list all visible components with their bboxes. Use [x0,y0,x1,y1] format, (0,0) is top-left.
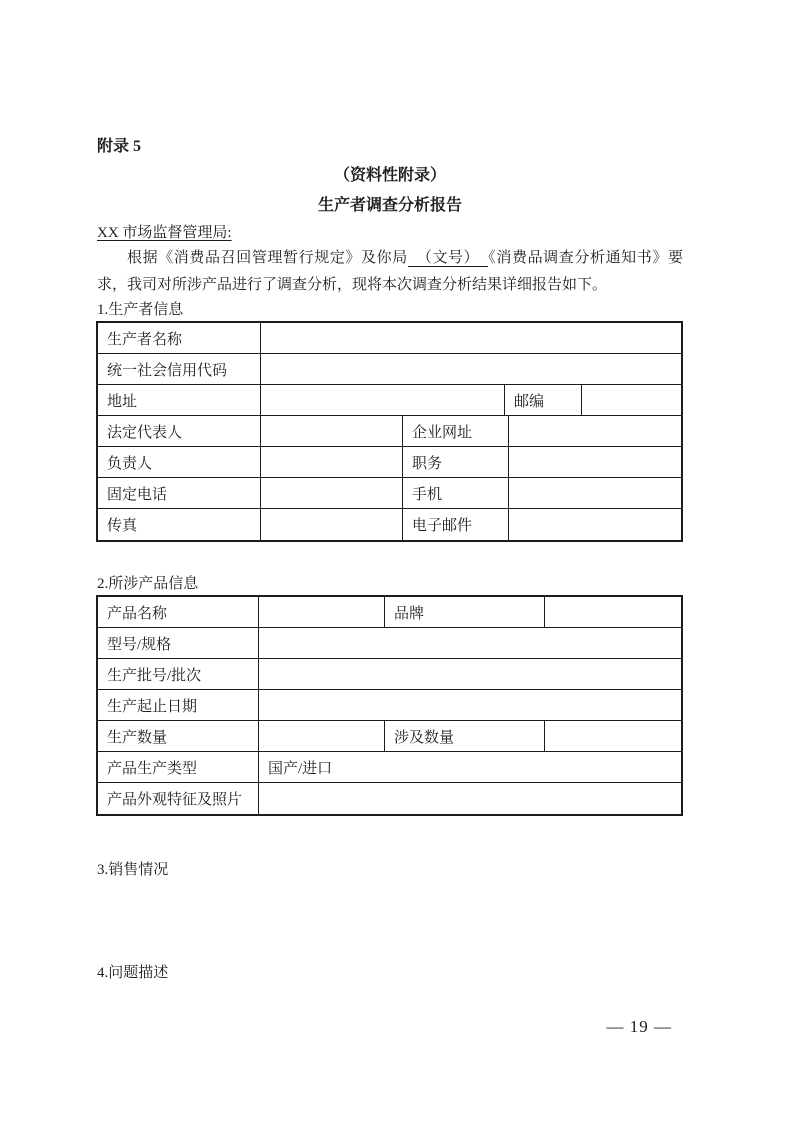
table-row [98,721,681,752]
field-label: 负责人 [98,447,261,477]
intro-text-before: 根据《消费品召回管理暂行规定》及你局 [127,250,408,266]
field-label: 手机 [403,478,509,508]
section-heading-sales: 3.销售情况 [97,862,169,878]
appendix-label: 附录 5 [97,138,142,155]
section-heading-problem-description: 4.问题描述 [97,965,169,981]
table-row [98,323,681,354]
field-label: 涉及数量 [385,721,545,751]
field-value [545,597,681,627]
table-row [98,354,681,385]
field-value [261,478,403,508]
field-value [545,721,681,751]
field-label: 型号/规格 [98,628,259,658]
appendix-note: （资料性附录） [333,167,446,184]
table-row [98,628,681,659]
field-value [509,447,681,477]
table-row [98,416,681,447]
section-heading-product-info: 2.所涉产品信息 [97,576,199,592]
field-value [259,721,385,751]
field-value [261,447,403,477]
field-label: 企业网址 [403,416,509,446]
field-label: 固定电话 [98,478,261,508]
intro-paragraph [97,245,683,299]
field-label: 电子邮件 [403,509,509,540]
field-label: 产品名称 [98,597,259,627]
table-row [98,447,681,478]
field-value [509,509,681,540]
producer-info-table [96,321,683,542]
table-row [98,690,681,721]
field-value [259,659,681,689]
page-number: — 19 — [606,1017,672,1036]
field-value [261,509,403,540]
field-label: 生产者名称 [98,323,261,353]
field-value [259,690,681,720]
field-value [259,597,385,627]
field-label: 法定代表人 [98,416,261,446]
table-row [98,783,681,814]
table-row [98,597,681,628]
field-label: 产品生产类型 [98,752,259,782]
table-row [98,659,681,690]
field-label: 品牌 [385,597,545,627]
section-heading-producer-info: 1.生产者信息 [97,302,184,318]
field-label: 生产数量 [98,721,259,751]
field-value [509,478,681,508]
field-label: 职务 [403,447,509,477]
field-value [582,385,681,415]
product-info-table [96,595,683,816]
field-value [261,385,505,415]
field-label: 地址 [98,385,261,415]
field-label: 生产批号/批次 [98,659,259,689]
field-value [261,416,403,446]
field-label: 产品外观特征及照片 [98,783,259,814]
field-label: 传真 [98,509,261,540]
page-title: 生产者调查分析报告 [317,197,462,214]
intro-text-after: 《消费品调查分析通知书》要求，我司对所涉产品进行了调查分析，现将本次调查分析结果详细报告如下。 [97,250,683,293]
field-value [259,783,681,814]
field-value [261,354,681,384]
table-row [98,478,681,509]
field-value [259,628,681,658]
field-value: 国产/进口 [268,760,333,777]
salutation-line: XX 市场监督管理局: [97,225,232,241]
field-label: 统一社会信用代码 [98,354,261,384]
field-value [509,416,681,446]
field-label: 邮编 [505,385,582,415]
table-row [98,385,681,416]
field-label: 生产起止日期 [98,690,259,720]
document-number-blank: （文号） [408,250,488,267]
table-row [98,752,681,783]
table-row [98,509,681,540]
field-value [261,323,681,353]
